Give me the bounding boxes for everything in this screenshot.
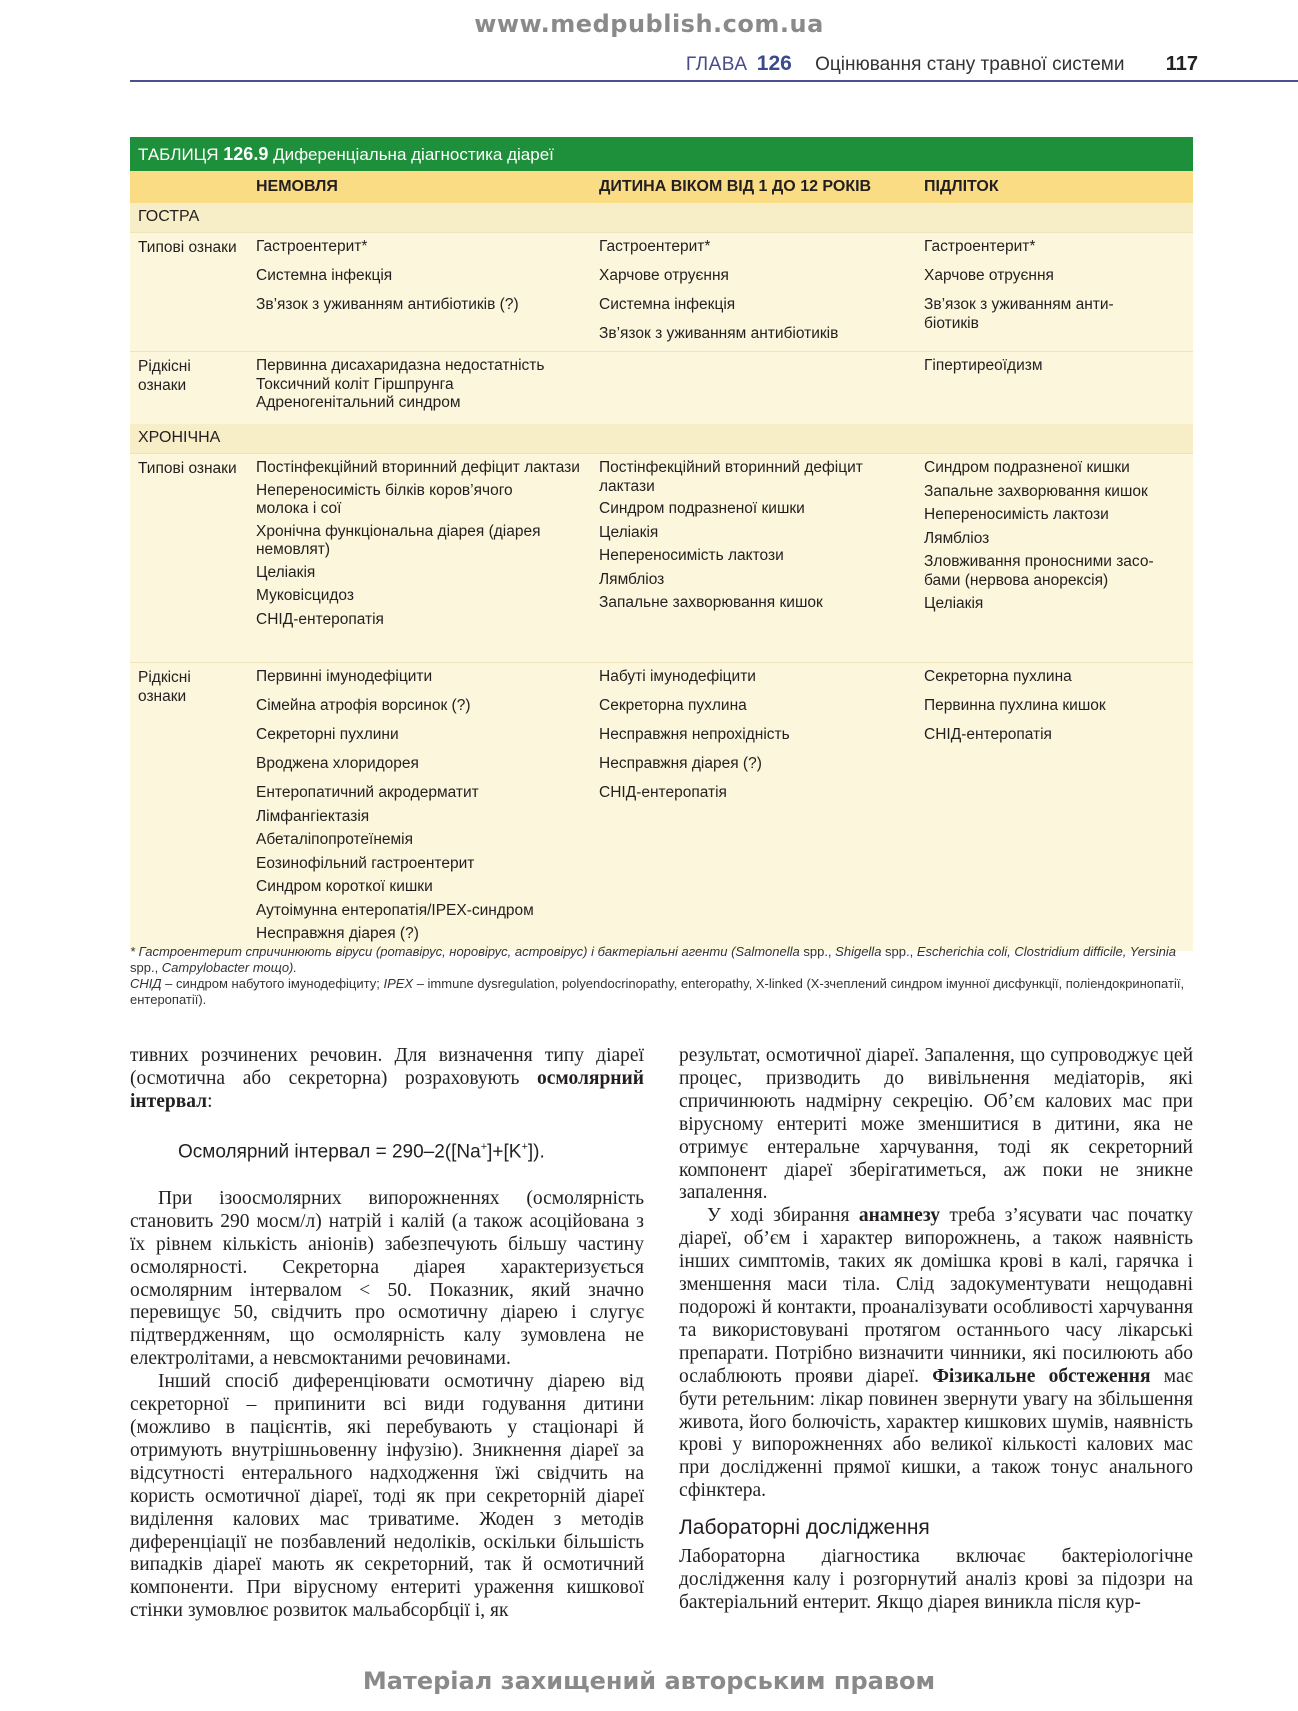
group-label: Рідкісні ознаки xyxy=(138,669,191,705)
list-item: Системна інфекція xyxy=(599,296,736,313)
section-title: ГОСТРА xyxy=(138,208,200,225)
list-item: Постінфекційний вторинний дефіцит лактази xyxy=(599,459,863,495)
table-header-row xyxy=(130,171,1193,203)
list-item: СНІД-ентеропатія xyxy=(256,610,384,628)
list-item: Аутоімунна ентеропатія/IPEX-синдром xyxy=(256,901,534,919)
running-head xyxy=(686,52,1198,76)
table-number: 126.9 xyxy=(223,144,269,164)
header-infant: НЕМОВЛЯ xyxy=(256,178,338,195)
list-item: Гастроентерит* xyxy=(924,238,1036,255)
list-item: Несправжня діарея (?) xyxy=(599,755,762,772)
footnote-abbreviations: СНІД – синдром набутого імунодефіциту; IPEX – immune dysregulation, polyendocrinopathy, enteropathy, X-linked (X-зчеплений синдром імунної дисфункції, поліендокринопатії, ентеропатії). xyxy=(130,976,1185,1007)
list-item: Синдром подразненої кишки xyxy=(599,500,805,517)
list-item: Целіакія xyxy=(924,595,984,612)
list-item: СНІД-ентеропатія xyxy=(599,784,727,801)
list-item: Постінфекційний вторинний дефіцит лактази xyxy=(256,459,580,476)
list-item: Запальне захворювання кишок xyxy=(924,482,1148,500)
list-item: Харчове отруєння xyxy=(924,267,1054,284)
list-item: Гіпертиреоїдизм xyxy=(924,357,1043,374)
section-heading: Лабораторні дослідження xyxy=(679,1516,930,1540)
table-footnote xyxy=(130,944,1193,1008)
group-acute-rare xyxy=(130,351,1193,424)
list-item: Лімфангіектазія xyxy=(256,807,370,825)
list-item: Набуті імунодефіцити xyxy=(599,668,756,685)
group-label: Рідкісні ознаки xyxy=(138,358,191,394)
watermark-top: www.medpublish.com.ua xyxy=(474,10,824,38)
list-item: Синдром короткої кишки xyxy=(256,878,433,895)
table-label: ТАБЛИЦЯ xyxy=(138,145,219,164)
list-item: Секреторна пухлина xyxy=(599,697,747,714)
list-item: Токсичний коліт Гіршпрунга xyxy=(256,375,454,393)
list-item: Харчове отруєння xyxy=(599,267,729,284)
list-item: Зв’язок з уживанням анти-біотиків xyxy=(924,296,1114,332)
paragraph: результат, осмотичної діареї. Запалення, що супроводжує цей процес, призводить до вивільнення медіаторів, які спричинюють надмірну секрецію. Об’єм калових мас при вірусному ентериті може зменшитися в дитини, яка не отримує ентеральне харчування, тоді як секреторний компонент діареї зберігатиметься, аж поки не зникне запалення. xyxy=(679,1045,1193,1204)
list-item: Лямбліоз xyxy=(924,529,990,547)
list-item: Зв’язок з уживанням антибіотиків (?) xyxy=(256,296,519,313)
list-item: Непереносимість лактози xyxy=(599,547,784,564)
list-item: Вроджена хлоридорея xyxy=(256,755,419,772)
list-item: Непереносимість лактози xyxy=(924,506,1109,523)
list-item: Абеталіпопротеїнемія xyxy=(256,831,414,848)
list-item: Первинна пухлина кишок xyxy=(924,697,1106,714)
copyright-watermark: Матеріал захищений авторським правом xyxy=(362,1667,936,1695)
paragraph: У ході збирання анамнезу треба з’ясувати час початку діареї, об’єм і характер випорожнень, а також наявність інших симптомів, таких як домішка крові в калі, гарячка і зменшення маси тіла. Слід задокументувати нещодавні подорожі й контакти, проаналізувати особливості харчування та використовувані протягом останнього часу лікарські препарати. Потрібно визначити чинники, які посилюють або ослаблюють прояви діареї. Фізикальне обстеження має бути ретельним: лікар повинен звернути увагу на збільшення живота, його болючість, характер кишкових шумів, наявність крові у випорожненнях або великої кількості калових мас при дослідженні прямої кишки, а також тонус анального сфінктера. xyxy=(679,1205,1193,1502)
chapter-word: ГЛАВА xyxy=(685,54,748,75)
list-item: Запальне захворювання кишок xyxy=(599,594,823,611)
section-chronic xyxy=(130,424,1193,453)
group-chronic-rare xyxy=(130,662,1193,951)
group-label: Типові ознаки xyxy=(138,460,237,477)
list-item: Еозинофільний гастроентерит xyxy=(256,854,475,872)
chapter-title: Оцінювання стану травної системи xyxy=(815,54,1125,75)
table-title-bar xyxy=(130,137,1193,171)
list-item: Несправжня діарея (?) xyxy=(256,925,419,942)
list-item: Синдром подразненої кишки xyxy=(924,459,1130,476)
paragraph: тивних розчинених речовин. Для визначення типу діареї (осмотична або секреторна) розраховують осмолярний інтервал: xyxy=(130,1045,644,1112)
footnote-gastroenteritis: * Гастроентерит спричинюють віруси (ротавірус, норовірус, астровірус) і бактеріальні агенти (Salmonella spp., Shigella spp., Escherichia coli, Clostridium difficile, Yersinia spp., Campylobacter тощо). xyxy=(130,944,1176,975)
list-item: Гастроентерит* xyxy=(599,238,711,255)
diagnosis-table xyxy=(130,137,1193,951)
header-child: ДИТИНА ВІКОМ ВІД 1 ДО 12 РОКІВ xyxy=(599,178,872,195)
list-item: Секреторна пухлина xyxy=(924,668,1072,685)
section-acute xyxy=(130,203,1193,232)
list-item: Целіакія xyxy=(599,523,659,541)
list-item: Системна інфекція xyxy=(256,267,393,284)
left-column xyxy=(130,1045,644,1623)
list-item: Муковісцидоз xyxy=(256,587,354,604)
list-item: Несправжня непрохідність xyxy=(599,726,790,743)
section-title: ХРОНІЧНА xyxy=(138,429,221,446)
header-rule xyxy=(130,80,1298,82)
formula: Осмолярний інтервал = 290–2([Na+]+[K+]). xyxy=(178,1140,545,1163)
header-teen: ПІДЛІТОК xyxy=(924,178,999,195)
list-item: Первинні імунодефіцити xyxy=(256,668,433,685)
page-number: 117 xyxy=(1165,53,1198,75)
right-column xyxy=(679,1045,1193,1615)
paragraph: Лабораторна діагностика включає бактеріологічне дослідження калу і розгорнутий аналіз крові за підозри на бактеріальний ентерит. Якщо діарея виникла після кур- xyxy=(679,1546,1193,1613)
list-item: Зв’язок з уживанням антибіотиків xyxy=(599,325,839,342)
list-item: Лямбліоз xyxy=(599,570,665,588)
list-item: СНІД-ентеропатія xyxy=(924,726,1052,743)
group-acute-typical xyxy=(130,232,1193,351)
chapter-number: 126 xyxy=(756,52,792,75)
list-item: Первинна дисахаридазна недостатність xyxy=(256,357,545,374)
list-item: Непереносимість білків коров’ячого молока і сої xyxy=(256,481,513,517)
list-item: Секреторні пухлини xyxy=(256,726,399,743)
group-label: Типові ознаки xyxy=(138,239,237,256)
list-item: Ентеропатичний акродерматит xyxy=(256,784,479,801)
list-item: Зловживання проносними засо-бами (нервова анорексія) xyxy=(924,553,1154,589)
list-item: Хронічна функціональна діарея (діарея немовлят) xyxy=(256,522,541,558)
list-item: Сімейна атрофія ворсинок (?) xyxy=(256,697,471,714)
list-item: Адреногенітальний синдром xyxy=(256,394,461,411)
list-item: Гастроентерит* xyxy=(256,238,368,255)
table-title: Диференціальна діагностика діареї xyxy=(273,145,554,164)
list-item: Целіакія xyxy=(256,563,316,581)
group-chronic-typical xyxy=(130,453,1193,662)
paragraph: При ізоосмолярних випорожненнях (осмолярність становить 290 мосм/л) натрій і калій (а також асоційована з їх рівнем кількість аніонів) забезпечують більшу частину осмолярності. Секреторна діарея характеризується осмолярним інтервалом < 50. Показник, який значно перевищує 50, свідчить про осмотичну діарею і слугує підтвердженням, що осмолярність калу зумовлена не електролітами, а невсмоктаними речовинами. xyxy=(130,1187,644,1370)
paragraph: Інший спосіб диференціювати осмотичну діарею від секреторної – припинити всі види годування дитини (можливо в пацієнтів, які перебувають у стаціонарі й отримують внутрішньовенну інфузію). Зникнення діареї за відсутності ентерального надходження їжі свідчить на користь осмотичної діареї, тоді як при секреторній діареї виділення калових мас триватиме. Жоден з методів диференціації не позбавлений недоліків, оскільки більшість випадків діареї мають як секреторний, так й осмотичний компоненти. При вірусному ентериті ураження кишкової стінки зумовлює розвиток мальабсорбції і, як xyxy=(130,1371,644,1622)
